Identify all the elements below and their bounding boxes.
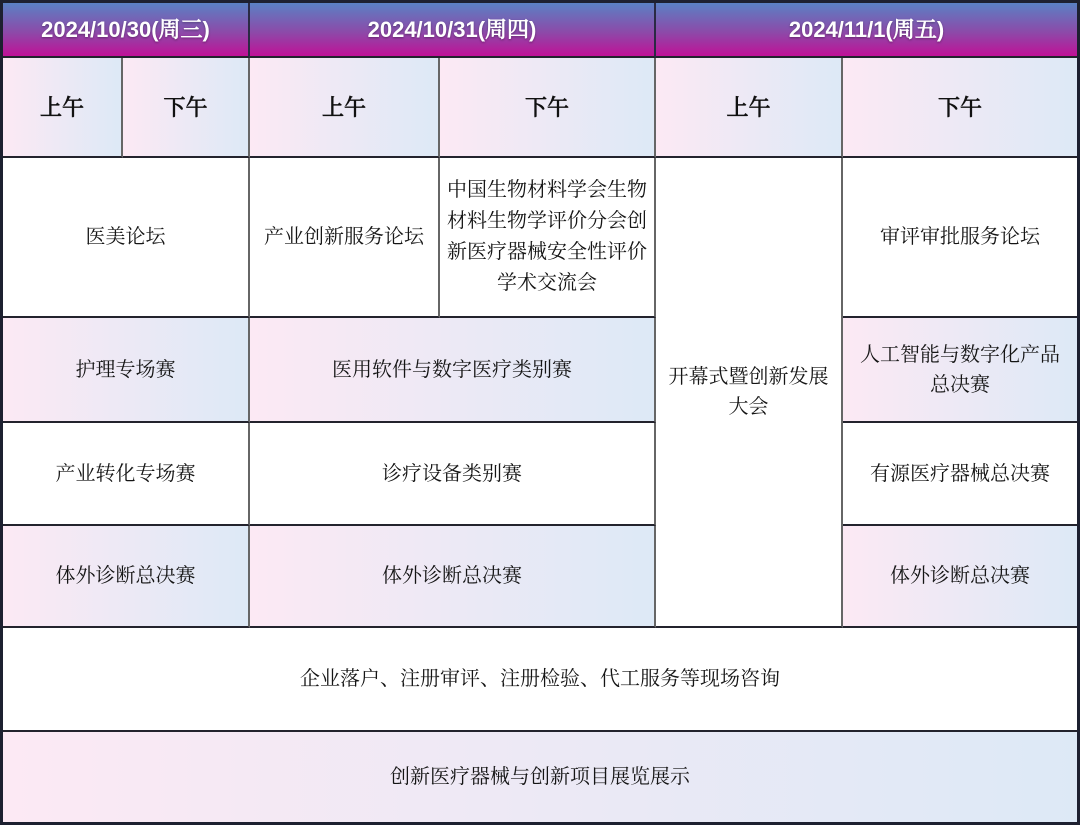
event-biomaterials-symposium: 中国生物材料学会生物材料生物学评价分会创新医疗器械安全性评价学术交流会 — [440, 158, 656, 318]
ampm-1030-pm: 下午 — [123, 58, 250, 158]
event-medical-software-category: 医用软件与数字医疗类别赛 — [250, 318, 656, 423]
event-industry-innovation-forum: 产业创新服务论坛 — [250, 158, 440, 318]
event-nursing-special: 护理专场赛 — [3, 318, 250, 423]
event-ivd-final-1030: 体外诊断总决赛 — [3, 526, 250, 628]
event-onsite-consulting: 企业落户、注册审评、注册检验、代工服务等现场咨询 — [3, 628, 1077, 732]
event-aesthetics-forum: 医美论坛 — [3, 158, 250, 318]
header-date-1031: 2024/10/31(周四) — [250, 3, 656, 58]
event-ivd-final-1101: 体外诊断总决赛 — [843, 526, 1077, 628]
ampm-1031-pm: 下午 — [440, 58, 656, 158]
ampm-1030-am: 上午 — [3, 58, 123, 158]
event-exhibition: 创新医疗器械与创新项目展览展示 — [3, 732, 1077, 822]
event-diagnostic-equipment-category: 诊疗设备类别赛 — [250, 423, 656, 526]
event-active-device-final: 有源医疗器械总决赛 — [843, 423, 1077, 526]
ampm-1101-am: 上午 — [656, 58, 843, 158]
ampm-1101-pm: 下午 — [843, 58, 1077, 158]
event-opening-ceremony: 开幕式暨创新发展大会 — [656, 158, 843, 628]
event-ivd-final-1031: 体外诊断总决赛 — [250, 526, 656, 628]
event-review-approval-forum: 审评审批服务论坛 — [843, 158, 1077, 318]
header-date-1101: 2024/11/1(周五) — [656, 3, 1077, 58]
event-ai-digital-final: 人工智能与数字化产品总决赛 — [843, 318, 1077, 423]
event-industry-transformation-special: 产业转化专场赛 — [3, 423, 250, 526]
header-date-1030: 2024/10/30(周三) — [3, 3, 250, 58]
ampm-1031-am: 上午 — [250, 58, 440, 158]
